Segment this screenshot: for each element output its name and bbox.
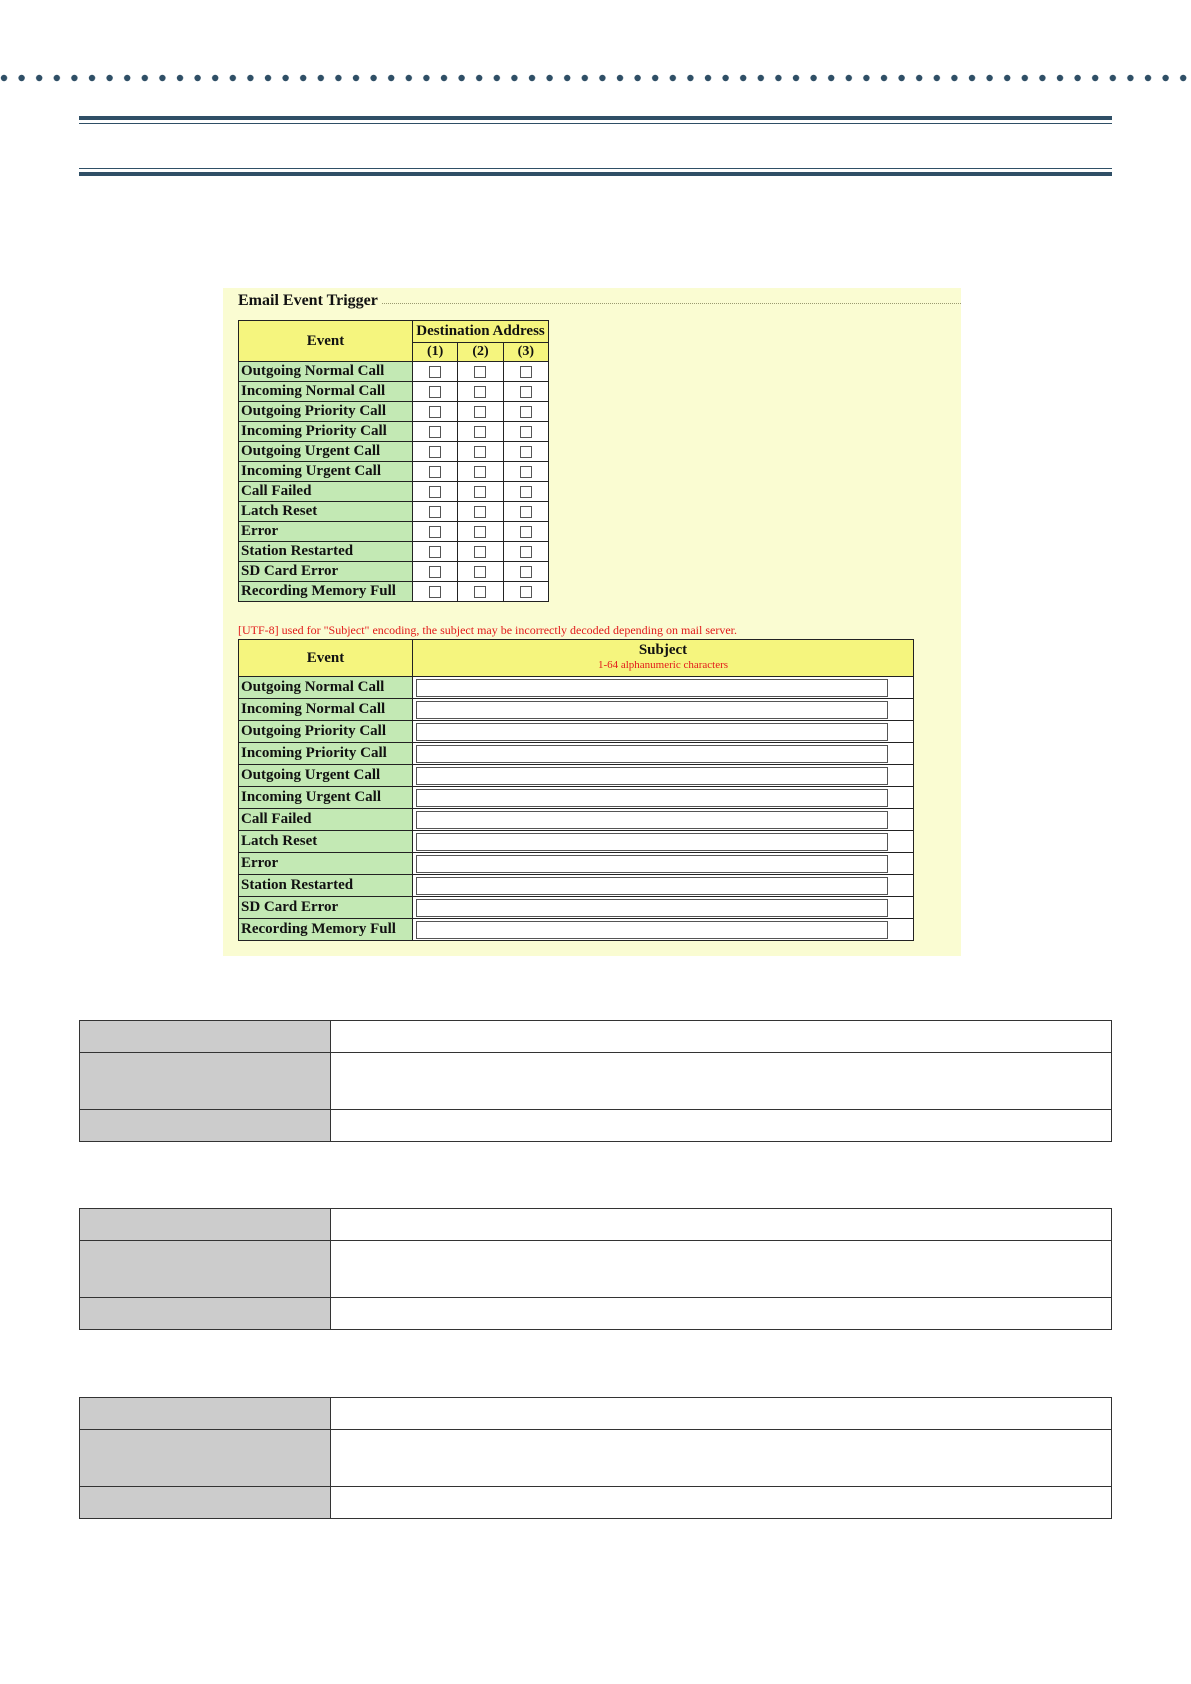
destination-checkbox[interactable] (429, 406, 441, 418)
checkbox-cell (503, 482, 548, 502)
subject-cell (413, 831, 914, 853)
destination-checkbox[interactable] (474, 426, 486, 438)
checkbox-cell (458, 522, 503, 542)
email-event-trigger-panel (223, 288, 961, 956)
param-key-cell (80, 1298, 331, 1330)
subject-input[interactable] (416, 877, 888, 895)
checkbox-cell (458, 462, 503, 482)
destination-checkbox[interactable] (474, 546, 486, 558)
param-value-cell (331, 1398, 1112, 1430)
destination-checkbox[interactable] (474, 486, 486, 498)
checkbox-cell (503, 442, 548, 462)
subject-input[interactable] (416, 679, 888, 697)
table-row (239, 562, 549, 582)
subject-cell (413, 721, 914, 743)
param-value-cell (331, 1053, 1112, 1110)
subject-cell (413, 743, 914, 765)
checkbox-cell (458, 562, 503, 582)
table-row (239, 787, 914, 809)
destination-checkbox[interactable] (429, 446, 441, 458)
table-row (239, 542, 549, 562)
param-key-cell (80, 1487, 331, 1519)
destination-checkbox[interactable] (520, 426, 532, 438)
table-row (239, 402, 549, 422)
event-name: Incoming Urgent Call (239, 787, 413, 809)
destination-checkbox[interactable] (429, 566, 441, 578)
destination-checkbox[interactable] (474, 566, 486, 578)
checkbox-cell (413, 422, 458, 442)
checkbox-cell (503, 462, 548, 482)
subject-cell (413, 677, 914, 699)
param-key-cell (80, 1430, 331, 1487)
parameter-table-3 (79, 1397, 1112, 1519)
subject-input[interactable] (416, 855, 888, 873)
parameter-table-2 (79, 1208, 1112, 1330)
event-name: SD Card Error (239, 562, 413, 582)
subject-header (413, 640, 914, 677)
table-row (239, 809, 914, 831)
event-name: Outgoing Priority Call (239, 721, 413, 743)
event-header: Event (239, 321, 413, 362)
checkbox-cell (413, 562, 458, 582)
subject-input[interactable] (416, 723, 888, 741)
subject-cell (413, 809, 914, 831)
checkbox-cell (413, 442, 458, 462)
destination-checkbox[interactable] (520, 566, 532, 578)
table-row (239, 831, 914, 853)
checkbox-cell (413, 542, 458, 562)
header-rule-bottom (79, 168, 1112, 176)
destination-checkbox[interactable] (474, 386, 486, 398)
param-key-cell (80, 1053, 331, 1110)
checkbox-cell (503, 362, 548, 382)
destination-checkbox[interactable] (429, 506, 441, 518)
checkbox-cell (458, 382, 503, 402)
event-name: Recording Memory Full (239, 582, 413, 602)
param-value-cell (331, 1487, 1112, 1519)
table-row (239, 522, 549, 542)
subject-input[interactable] (416, 921, 888, 939)
param-key-cell (80, 1209, 331, 1241)
event-name: Station Restarted (239, 875, 413, 897)
event-name: Outgoing Normal Call (239, 362, 413, 382)
destination-checkbox[interactable] (474, 406, 486, 418)
table-row (239, 362, 549, 382)
destination-checkbox[interactable] (474, 506, 486, 518)
destination-checkbox[interactable] (474, 446, 486, 458)
event-name: Incoming Normal Call (239, 382, 413, 402)
table-row (239, 699, 914, 721)
checkbox-cell (503, 402, 548, 422)
destination-col-1: (1) (413, 342, 458, 361)
encoding-warning: [UTF-8] used for "Subject" encoding, the subject may be incorrectly decoded depending on mail server. (238, 623, 737, 637)
checkbox-cell (413, 522, 458, 542)
checkbox-cell (458, 362, 503, 382)
subject-input[interactable] (416, 811, 888, 829)
param-value-cell (331, 1110, 1112, 1142)
param-value-cell (331, 1021, 1112, 1053)
param-key-cell (80, 1241, 331, 1298)
table-row (239, 382, 549, 402)
destination-col-2: (2) (458, 342, 503, 361)
subject-input[interactable] (416, 899, 888, 917)
param-value-cell (331, 1298, 1112, 1330)
param-key-cell (80, 1110, 331, 1142)
table-row (239, 875, 914, 897)
destination-checkbox[interactable] (429, 526, 441, 538)
destination-checkbox[interactable] (474, 466, 486, 478)
event-name: Outgoing Priority Call (239, 402, 413, 422)
destination-checkbox[interactable] (520, 406, 532, 418)
param-key-cell (80, 1021, 331, 1053)
destination-checkbox[interactable] (520, 466, 532, 478)
table-row (239, 919, 914, 941)
subject-cell (413, 765, 914, 787)
event-name: Outgoing Normal Call (239, 677, 413, 699)
subject-cell (413, 875, 914, 897)
event-name: Call Failed (239, 482, 413, 502)
table-row (239, 582, 549, 602)
event-name: Incoming Urgent Call (239, 462, 413, 482)
destination-checkbox[interactable] (429, 466, 441, 478)
checkbox-cell (503, 422, 548, 442)
checkbox-cell (458, 502, 503, 522)
header-rule-top (79, 116, 1112, 124)
subject-input[interactable] (416, 767, 888, 785)
event-name: Latch Reset (239, 502, 413, 522)
destination-checkbox[interactable] (520, 506, 532, 518)
event-name: Station Restarted (239, 542, 413, 562)
param-value-cell (331, 1209, 1112, 1241)
checkbox-cell (458, 402, 503, 422)
destination-address-header: Destination Address (413, 321, 549, 343)
event-name: Incoming Normal Call (239, 699, 413, 721)
subject-cell (413, 853, 914, 875)
table-row (239, 502, 549, 522)
checkbox-cell (503, 382, 548, 402)
subject-cell (413, 787, 914, 809)
event-name: Incoming Priority Call (239, 422, 413, 442)
destination-checkbox[interactable] (429, 486, 441, 498)
subject-cell (413, 897, 914, 919)
table-row (239, 422, 549, 442)
destination-col-3: (3) (503, 342, 548, 361)
destination-checkbox[interactable] (429, 546, 441, 558)
table-row (239, 765, 914, 787)
event-name: Error (239, 853, 413, 875)
checkbox-cell (413, 362, 458, 382)
event-header: Event (239, 640, 413, 677)
param-value-cell (331, 1430, 1112, 1487)
table-row (239, 677, 914, 699)
checkbox-cell (503, 522, 548, 542)
param-key-cell (80, 1398, 331, 1430)
event-name: Error (239, 522, 413, 542)
subject-hint: 1-64 alphanumeric characters (597, 659, 729, 671)
trigger-table (238, 320, 549, 602)
table-row (239, 462, 549, 482)
table-row (239, 442, 549, 462)
subject-table (238, 639, 914, 941)
destination-checkbox[interactable] (520, 366, 532, 378)
checkbox-cell (503, 582, 548, 602)
table-row (239, 897, 914, 919)
subject-input[interactable] (416, 833, 888, 851)
destination-checkbox[interactable] (429, 426, 441, 438)
dotted-divider (0, 73, 1191, 83)
event-name: Latch Reset (239, 831, 413, 853)
table-row (239, 743, 914, 765)
checkbox-cell (458, 422, 503, 442)
checkbox-cell (413, 502, 458, 522)
checkbox-cell (413, 582, 458, 602)
checkbox-cell (413, 402, 458, 422)
table-row (239, 721, 914, 743)
subject-input[interactable] (416, 745, 888, 763)
checkbox-cell (458, 482, 503, 502)
subject-cell (413, 699, 914, 721)
panel-legend: Email Event Trigger (238, 292, 382, 310)
table-row (239, 482, 549, 502)
checkbox-cell (503, 562, 548, 582)
event-name: Outgoing Urgent Call (239, 442, 413, 462)
destination-checkbox[interactable] (474, 586, 486, 598)
checkbox-cell (503, 542, 548, 562)
checkbox-cell (413, 462, 458, 482)
table-row (239, 853, 914, 875)
destination-checkbox[interactable] (520, 546, 532, 558)
destination-checkbox[interactable] (520, 486, 532, 498)
destination-checkbox[interactable] (474, 526, 486, 538)
destination-checkbox[interactable] (520, 586, 532, 598)
checkbox-cell (503, 502, 548, 522)
checkbox-cell (458, 442, 503, 462)
destination-checkbox[interactable] (474, 366, 486, 378)
destination-checkbox[interactable] (429, 366, 441, 378)
subject-input[interactable] (416, 789, 888, 807)
event-name: SD Card Error (239, 897, 413, 919)
parameter-table-1 (79, 1020, 1112, 1142)
checkbox-cell (413, 382, 458, 402)
destination-checkbox[interactable] (520, 386, 532, 398)
event-name: Call Failed (239, 809, 413, 831)
param-value-cell (331, 1241, 1112, 1298)
checkbox-cell (458, 542, 503, 562)
destination-checkbox[interactable] (520, 446, 532, 458)
destination-checkbox[interactable] (429, 386, 441, 398)
destination-checkbox[interactable] (520, 526, 532, 538)
subject-cell (413, 919, 914, 941)
checkbox-cell (413, 482, 458, 502)
destination-checkbox[interactable] (429, 586, 441, 598)
subject-input[interactable] (416, 701, 888, 719)
checkbox-cell (458, 582, 503, 602)
event-name: Incoming Priority Call (239, 743, 413, 765)
event-name: Recording Memory Full (239, 919, 413, 941)
event-name: Outgoing Urgent Call (239, 765, 413, 787)
subject-header-label: Subject (638, 642, 688, 658)
